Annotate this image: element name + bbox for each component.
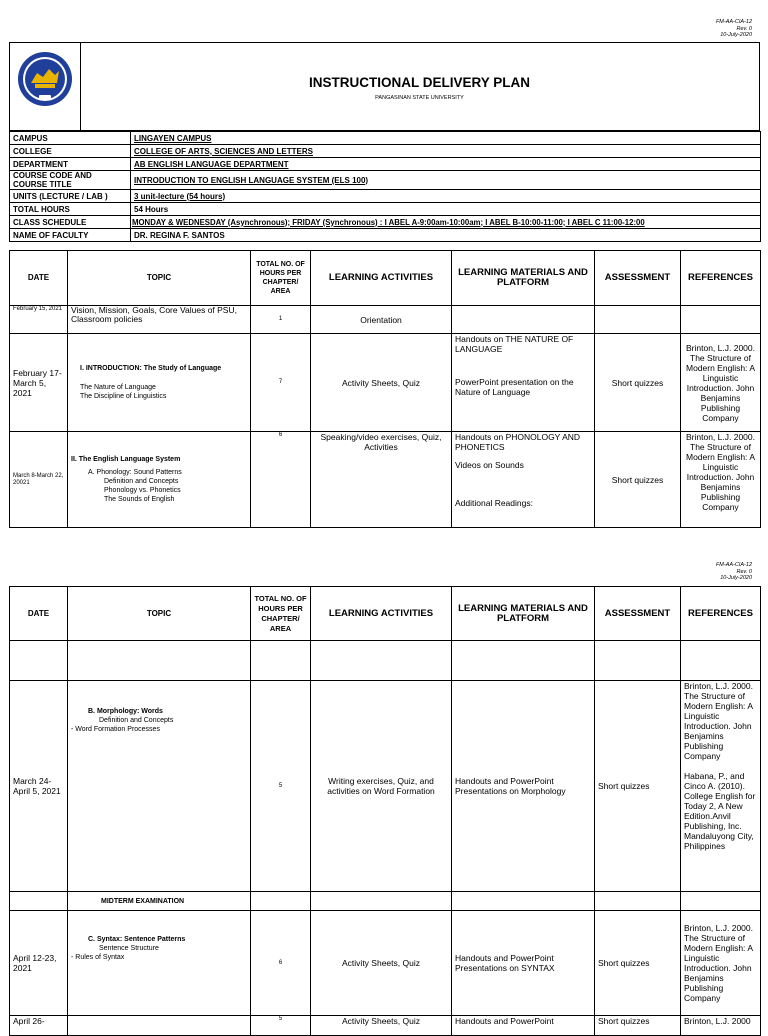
col-hours: TOTAL NO. OF HOURS PER CHAPTER/ AREA	[251, 251, 311, 306]
col-materials: LEARNING MATERIALS AND PLATFORM	[452, 251, 595, 306]
header-box	[9, 42, 760, 131]
info-row-college: COLLEGE COLLEGE OF ARTS, SCIENCES AND LETTERS	[10, 145, 761, 158]
table-header-row	[10, 251, 761, 306]
document-title: INSTRUCTIONAL DELIVERY PLAN	[308, 75, 531, 90]
table-row: March 24-April 5, 2021 B. Morphology: Words Definition and Concepts - Word Formation Processes 5 Writing exercises, Quiz, and activities on Word Formation Handouts and PowerPoint Presentations on Morphology Short quizzes Brinton, L.J. 2000. The Structure of Modern English: A Linguistic Introduction. John Benjamins Publishing Company Habana, P., and Cinco A. (2010). College English for Today 2, A New Edition.Anvil Publishing, Inc. Mandaluyong City, Philippines	[10, 681, 761, 892]
course-info-table	[9, 131, 761, 242]
university-seal	[17, 51, 73, 112]
info-row-department: DEPARTMENT AB ENGLISH LANGUAGE DEPARTMENT	[10, 158, 761, 171]
info-row-schedule: CLASS SCHEDULE MONDAY & WEDNESDAY (Asynchronous); FRIDAY (Synchronous) : I ABEL A-9:00am-10:00am; I ABEL B-10:00-11:00; I ABEL C 11:00-12:00	[10, 216, 761, 229]
info-row-faculty: NAME OF FACULTY DR. REGINA F. SANTOS	[10, 229, 761, 242]
info-row-units: UNITS (LECTURE / LAB ) 3 unit-lecture (54 hours)	[10, 190, 761, 203]
col-topic: TOPIC	[68, 251, 251, 306]
plan-table-page2	[9, 586, 761, 1036]
form-code-page2: FM-AA-CIA-12 Rev. 0 10-July-2020	[715, 562, 752, 581]
col-references: REFERENCES	[681, 251, 761, 306]
table-row-empty	[10, 641, 761, 681]
info-row-campus: CAMPUS LINGAYEN CAMPUS	[10, 132, 761, 145]
document-subtitle: PANGASINAN STATE UNIVERSITY	[375, 95, 464, 101]
midterm-row: MIDTERM EXAMINATION	[10, 892, 761, 911]
form-code: FM-AA-CIA-12 Rev. 0 10-July-2020	[715, 19, 752, 38]
plan-table-page1	[9, 250, 761, 528]
col-assessment: ASSESSMENT	[595, 251, 681, 306]
info-row-course: COURSE CODE AND COURSE TITLE INTRODUCTION TO ENGLISH LANGUAGE SYSTEM (ELS 100)	[10, 171, 761, 190]
table-row: February 17-March 5, 2021 I. INTRODUCTION: The Study of Language The Nature of Language The Discipline of Linguistics 7 Activity Sheets, Quiz Handouts on THE NATURE OF LANGUAGE PowerPoint presentation on the Nature of Language Short quizzes Brinton, L.J. 2000. The Structure of Modern English: A Linguistic Introduction. John Benjamins Publishing Company	[10, 334, 761, 432]
table-row: March 8-March 22, 20021 II. The English Language System A. Phonology: Sound Patterns Definition and Concepts Phonology vs. Phonetics The Sounds of English 6 Speaking/video exercises, Quiz, Activities Handouts on PHONOLOGY AND PHONETICS Videos on Sounds Additional Readings: Short quizzes Brinton, L.J. 2000. The Structure of Modern English: A Linguistic Introduction. John Benjamins Publishing Company	[10, 432, 761, 528]
info-row-total-hours: TOTAL HOURS 54 Hours	[10, 203, 761, 216]
table-header-row: DATE TOPIC TOTAL NO. OF HOURS PER CHAPTER/ AREA LEARNING ACTIVITIES LEARNING MATERIALS AND PLATFORM ASSESSMENT REFERENCES	[10, 587, 761, 641]
table-row: April 12-23, 2021 C. Syntax: Sentence Patterns Sentence Structure - Rules of Syntax 6 Activity Sheets, Quiz Handouts and PowerPoint Presentations on SYNTAX Short quizzes Brinton, L.J. 2000. The Structure of Modern English: A Linguistic Introduction. John Benjamins Publishing Company	[10, 911, 761, 1016]
table-row: February 15, 2021 Vision, Mission, Goals, Core Values of PSU, Classroom policies 1 Orientation	[10, 306, 761, 334]
col-date: DATE	[10, 251, 68, 306]
col-activities: LEARNING ACTIVITIES	[311, 251, 452, 306]
table-row: April 26- 5 Activity Sheets, Quiz Handouts and PowerPoint Short quizzes Brinton, L.J. 2000	[10, 1016, 761, 1036]
